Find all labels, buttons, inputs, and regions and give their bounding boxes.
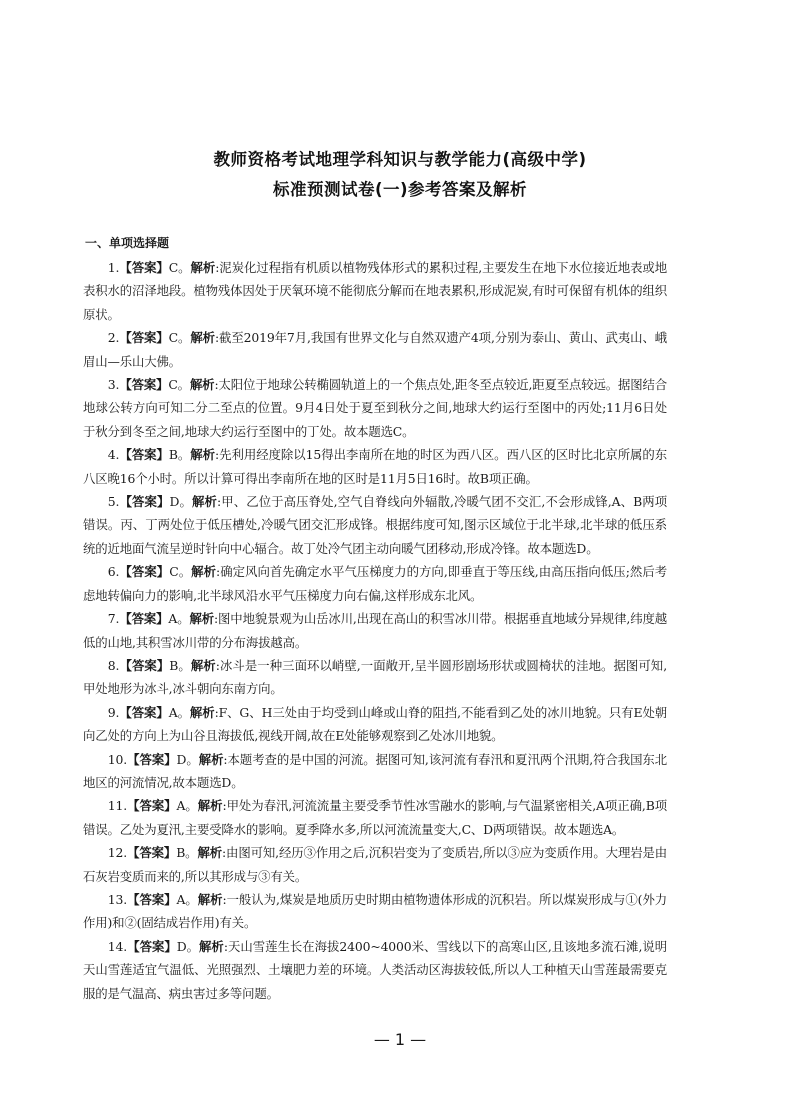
answer-item-7: 7.【答案】A。解析:图中地貌景观为山岳冰川,出现在高山的积雪冰川带。根据垂直地域分异规律,纬度越低的山地,其积雪冰川带的分布海拔越高。 xyxy=(83,611,667,650)
page-number: — 1 — xyxy=(373,1030,427,1049)
answer-item-2: 2.【答案】C。解析:截至2019年7月,我国有世界文化与自然双遗产4项,分别为泰山、黄山、武夷山、峨眉山—乐山大佛。 xyxy=(83,330,668,369)
answer-item-10: 10.【答案】D。解析:本题考查的是中国的河流。据图可知,该河流有春汛和夏汛两个汛期,符合我国东北地区的河流情况,故本题选D。 xyxy=(83,751,668,790)
answer-item-11: 11.【答案】A。解析:甲处为春汛,河流流量主要受季节性冰雪融水的影响,与气温紧密相关,A项正确,B项错误。乙处为夏汛,主要受降水的影响。夏季降水多,所以河流流量变大,C、D两项错误。故本题选A。 xyxy=(83,798,668,837)
answer-item-5: 5.【答案】D。解析:甲、乙位于高压脊处,空气自脊线向外辐散,冷暖气团不交汇,不会形成锋,A、B两项错误。丙、丁两处位于低压槽处,冷暖气团交汇形成锋。根据纬度可知,图示区域位于北半球,北半球的低压系统的近地面气流呈逆时针向中心辐合。故丁处冷气团主动向暖气团移动,形成冷锋。故本题选D。 xyxy=(83,494,668,556)
answer-item-12: 12.【答案】B。解析:由图可知,经历③作用之后,沉积岩变为了变质岩,所以③应为变质作用。大理岩是由石灰岩变质而来的,所以其形成与③有关。 xyxy=(83,845,667,884)
answer-item-13: 13.【答案】A。解析:一般认为,煤炭是地质历史时期由植物遗体形成的沉积岩。所以煤炭形成与①(外力作用)和②(固结成岩作用)有关。 xyxy=(83,891,668,931)
answer-item-4: 4.【答案】B。解析:先利用经度除以15得出李南所在地的时区为西八区。西八区的区时比北京所属的东八区晚16个小时。所以计算可得出李南所在地的区时是11月5日16时。故B项正确。 xyxy=(83,447,668,486)
answer-item-8: 8.【答案】B。解析:冰斗是一种三面环以峭壁,一面敞开,呈半圆形剧场形状或圆椅状的洼地。据图可知,甲处地形为冰斗,冰斗朝向东南方向。 xyxy=(83,657,668,697)
document-title: 教师资格考试地理学科知识与教学能力(高级中学) xyxy=(213,150,587,169)
answer-list xyxy=(83,256,667,1005)
answer-item-9: 9.【答案】A。解析:F、G、H三处由于均受到山峰或山脊的阻挡,不能看到乙处的冰川地貌。只有E处朝向乙处的方向上为山谷且海拔低,视线开阔,故在E处能够观察到乙处冰川地貌。 xyxy=(83,704,668,744)
section-heading: 一、单项选择题 xyxy=(85,236,170,250)
answer-item-14: 14.【答案】D。解析:天山雪莲生长在海拔2400~4000米、雪线以下的高寒山区,且该地多流石滩,说明天山雪莲适宜气温低、光照强烈、土壤肥力差的环境。人类活动区海拔较低,所以人工种植天山雪莲最需要克服的是气温高、病虫害过多等问题。 xyxy=(83,938,667,1001)
answer-item-1: 1.【答案】C。解析:泥炭化过程指有机质以植物残体形式的累积过程,主要发生在地下水位接近地表或地表积水的沼泽地段。植物残体因处于厌氧环境不能彻底分解而在地表累积,形成泥炭,有时可保留有机体的组织原状。 xyxy=(83,260,668,322)
answer-item-6: 6.【答案】C。解析:确定风向首先确定水平气压梯度力的方向,即垂直于等压线,由高压指向低压;然后考虑地转偏向力的影响,北半球风沿水平气压梯度力向右偏,这样形成东北风。 xyxy=(83,564,667,603)
document-subtitle: 标准预测试卷(一)参考答案及解析 xyxy=(272,180,528,199)
answer-item-3: 3.【答案】C。解析:太阳位于地球公转椭圆轨道上的一个焦点处,距冬至点较近,距夏至点较远。据图结合地球公转方向可知二分二至点的位置。9月4日处于夏至到秋分之间,地球大约运行至图中的丙处;11月6日处于秋分到冬至之间,地球大约运行至图中的丁处。故本题选C。 xyxy=(83,377,668,439)
